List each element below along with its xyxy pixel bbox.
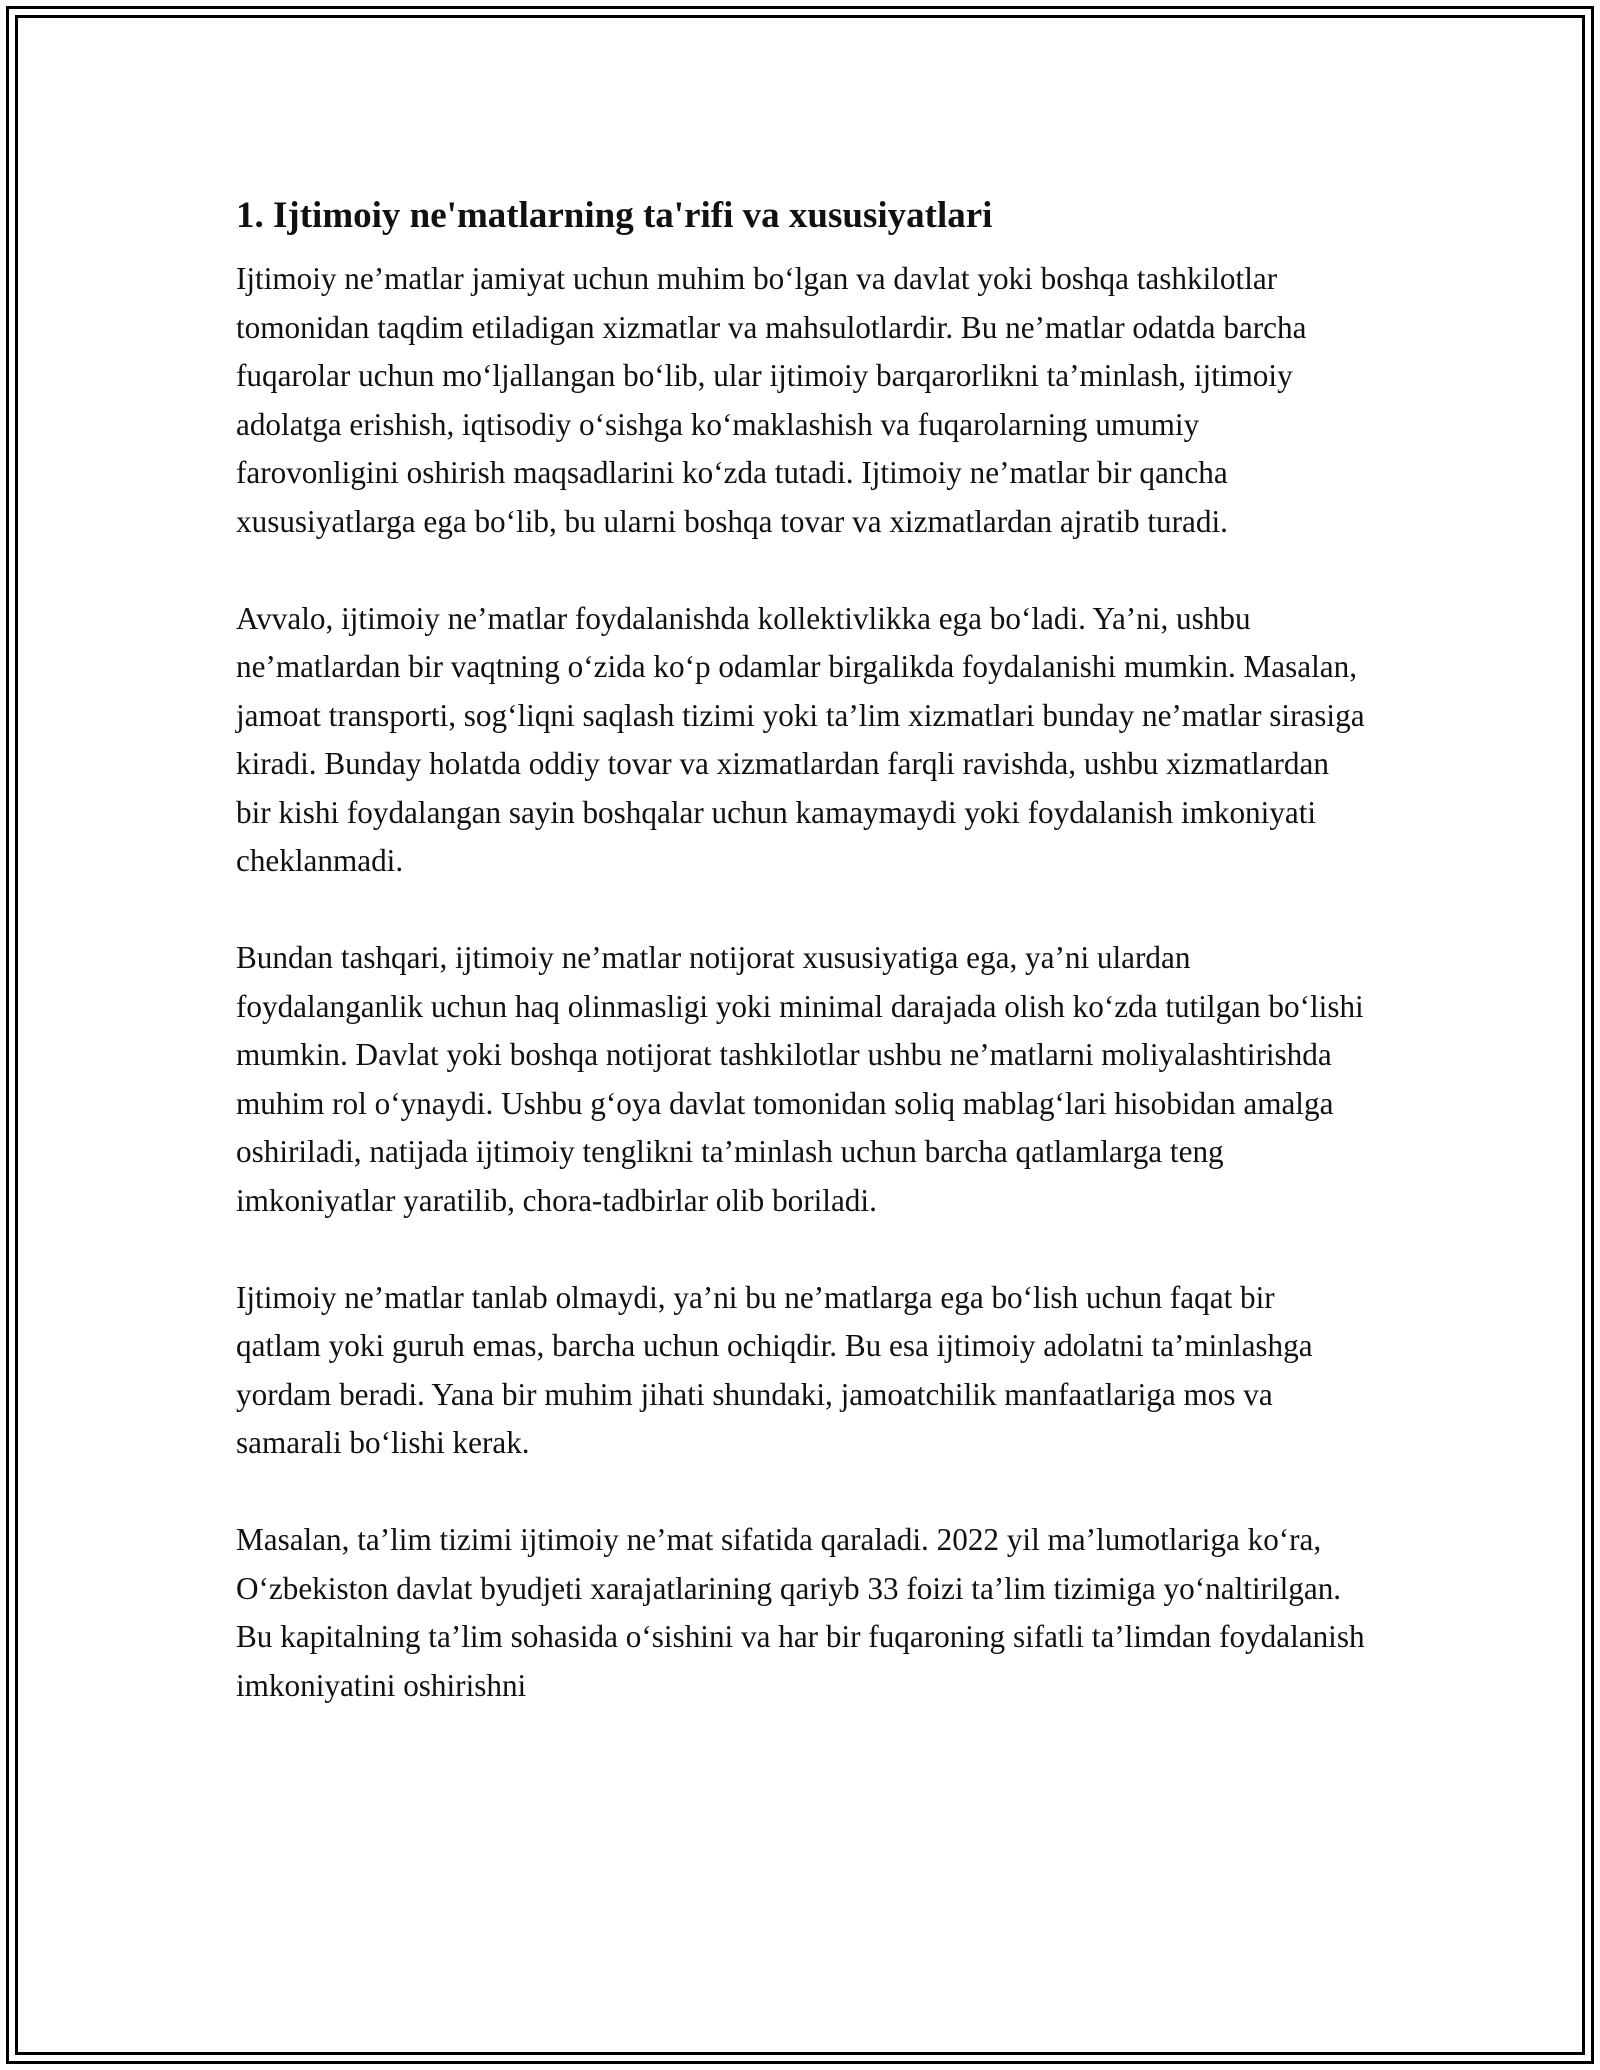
paragraph-non-commercial: Bundan tashqari, ijtimoiy ne’matlar notijorat xususiyatiga ega, ya’ni ulardan foydalanganlik uchun haq olinmasligi yoki minimal darajada olish ko‘zda tutilgan bo‘lishi mumkin. Davlat yoki boshqa notijorat tashkilotlar ushbu ne’matlarni moliyalashtirishda muhim rol o‘ynaydi. Ushbu g‘oya davlat tomonidan soliq mablag‘lari hisobidan amalga oshiriladi, natijada ijtimoiy tenglikni ta’minlash uchun barcha qatlamlarga teng imkoniyatlar yaratilib, chora-tadbirlar olib boriladi. — [236, 940, 1364, 1218]
section-heading: 1. Ijtimoiy ne'matlarning ta'rifi va xususiyatlari — [236, 195, 993, 236]
paragraph-collectivity: Avvalo, ijtimoiy ne’matlar foydalanishda kollektivlikka ega bo‘ladi. Ya’ni, ushbu ne’matlardan bir vaqtning o‘zida ko‘p odamlar birgalikda foydalanishi mumkin. Masalan, jamoat transporti, sog‘liqni saqlash tizimi yoki ta’lim xizmatlari bunday ne’matlar sirasiga kiradi. Bunday holatda oddiy tovar va xizmatlardan farqli ravishda, ushbu xizmatlardan bir kishi foydalangan sayin boshqalar uchun kamaymaydi yoki foydalanish imkoniyati cheklanmadi. — [236, 600, 1365, 878]
document-body — [236, 186, 1366, 1710]
paragraph-education-example: Masalan, ta’lim tizimi ijtimoiy ne’mat sifatida qaraladi. 2022 yil ma’lumotlariga ko‘ra, O‘zbekiston davlat byudjeti xarajatlarining qariyb 33 foizi ta’lim tizimiga yo‘naltirilgan. Bu kapitalning ta’lim sohasida o‘sishini va har bir fuqaroning sifatli ta’limdan foydalanish imkoniyatini oshirishni — [236, 1522, 1365, 1703]
paragraph-definition: Ijtimoiy ne’matlar jamiyat uchun muhim bo‘lgan va davlat yoki boshqa tashkilotlar tomonidan taqdim etiladigan xizmatlar va mahsulotlardir. Bu ne’matlar odatda barcha fuqarolar uchun mo‘ljallangan bo‘lib, ular ijtimoiy barqarorlikni ta’minlash, ijtimoiy adolatga erishish, iqtisodiy o‘sishga ko‘maklashish va fuqarolarning umumiy farovonligini oshirish maqsadlarini ko‘zda tutadi. Ijtimoiy ne’matlar bir qancha xususiyatlarga ega bo‘lib, bu ularni boshqa tovar va xizmatlardan ajratib turadi. — [236, 261, 1307, 539]
paragraph-non-selective: Ijtimoiy ne’matlar tanlab olmaydi, ya’ni bu ne’matlarga ega bo‘lish uchun faqat bir qatlam yoki guruh emas, barcha uchun ochiqdir. Bu esa ijtimoiy adolatni ta’minlashga yordam beradi. Yana bir muhim jihati shundaki, jamoatchilik manfaatlariga mos va samarali bo‘lishi kerak. — [236, 1279, 1313, 1460]
